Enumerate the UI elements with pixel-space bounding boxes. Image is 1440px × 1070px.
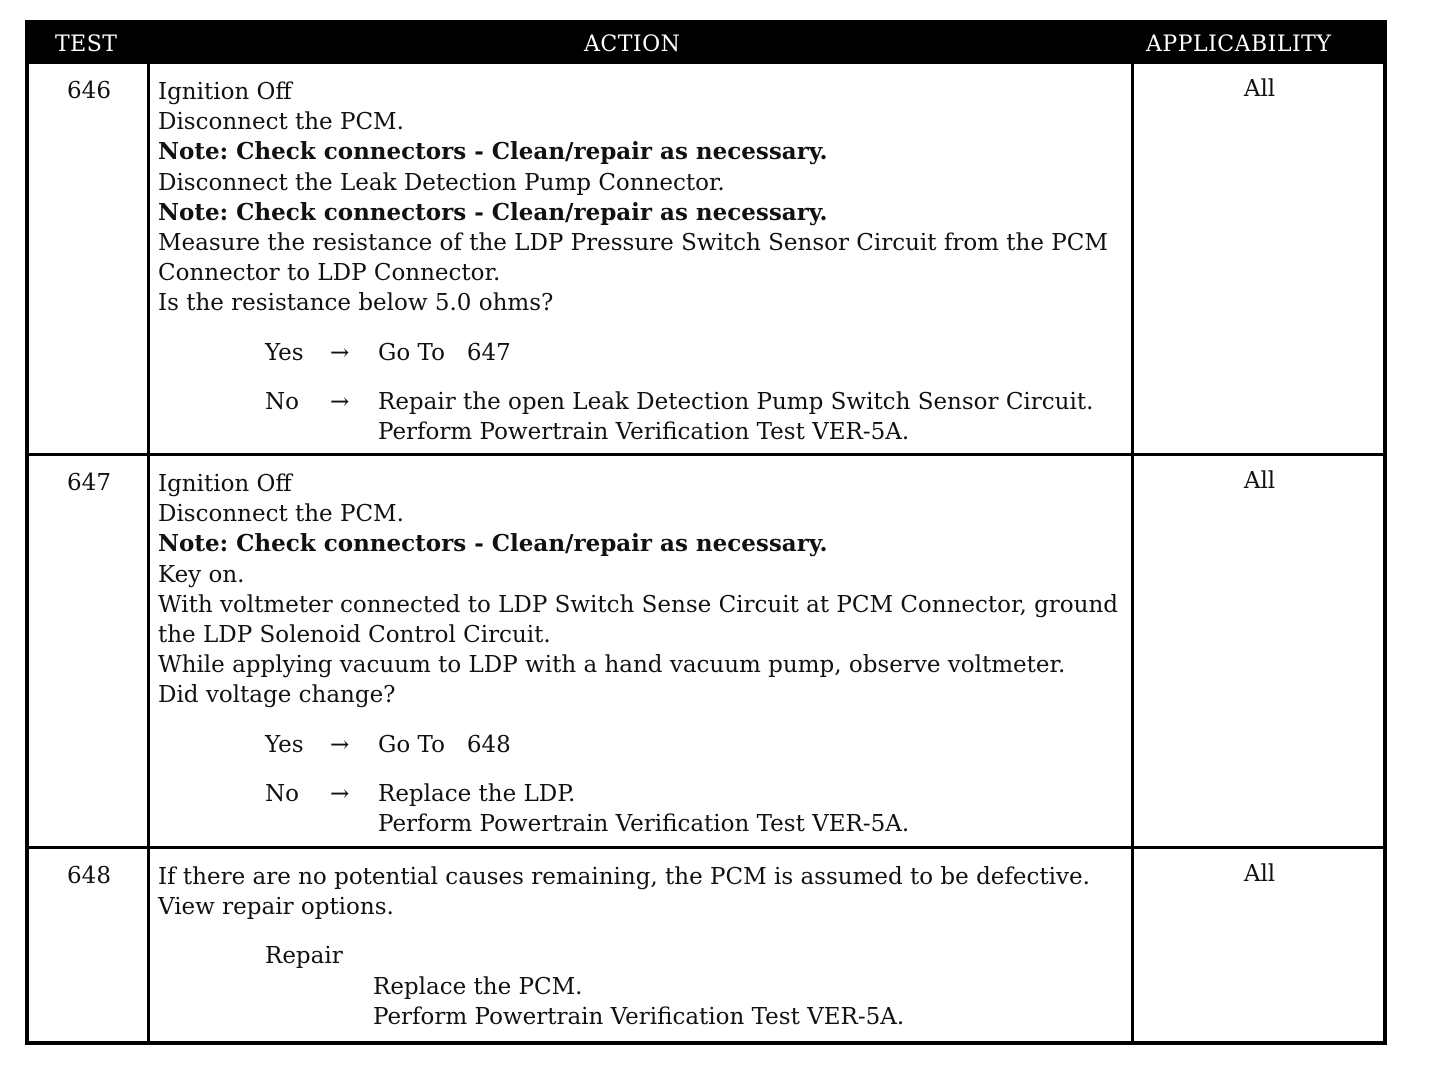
action-text <box>158 862 1138 1032</box>
diagnostic-table <box>25 20 1387 1045</box>
no-result-line-2: Perform Powertrain Verification Test VER-5A. <box>378 810 910 837</box>
action-line: While applying vacuum to LDP with a hand vacuum pump, observe voltmeter. <box>158 652 1066 679</box>
action-line: the LDP Solenoid Control Circuit. <box>158 622 551 649</box>
action-line: Disconnect the PCM. <box>158 501 404 528</box>
note-line: Note: Check connectors - Clean/repair as necessary. <box>158 530 828 558</box>
no-option <box>158 779 1138 809</box>
action-line: Ignition Off <box>158 471 292 497</box>
note-line: Note: Check connectors - Clean/repair as necessary. <box>158 138 828 166</box>
action-line: Did voltage change? <box>158 682 396 709</box>
action-line: If there are no potential causes remaining, the PCM is assumed to be defective. <box>158 864 1090 890</box>
no-option <box>158 387 1138 417</box>
repair-line: Perform Powertrain Verification Test VER-5A. <box>373 1003 905 1030</box>
arrow-icon: → <box>330 339 350 366</box>
note-line: Note: Check connectors - Clean/repair as necessary. <box>158 198 828 226</box>
action-line: Ignition Off <box>158 79 292 105</box>
yes-label: Yes <box>265 731 304 758</box>
action-text <box>158 469 1138 839</box>
arrow-icon: → <box>330 731 350 758</box>
action-line: Disconnect the Leak Detection Pump Connector. <box>158 169 725 196</box>
test-number: 648 <box>67 863 111 889</box>
yes-result: Go To 648 <box>378 731 511 758</box>
action-line: Key on. <box>158 561 245 588</box>
table-row <box>29 64 1383 453</box>
no-label: No <box>265 780 299 807</box>
action-line: Disconnect the PCM. <box>158 109 404 136</box>
arrow-icon: → <box>330 780 350 807</box>
arrow-icon: → <box>330 388 350 415</box>
repair-label: Repair <box>265 943 343 970</box>
action-line: Measure the resistance of the LDP Pressure Switch Sensor Circuit from the PCM <box>158 230 1108 257</box>
applicability-value: All <box>1243 76 1276 102</box>
action-line: Is the resistance below 5.0 ohms? <box>158 290 554 317</box>
yes-result: Go To 647 <box>378 339 511 366</box>
test-number: 647 <box>67 470 111 496</box>
yes-option <box>158 338 1138 368</box>
header-applicability: APPLICABILITY <box>1146 32 1332 57</box>
test-number: 646 <box>67 78 111 104</box>
repair-line: Replace the PCM. <box>373 973 583 1000</box>
table-row <box>29 456 1383 846</box>
no-result: Replace the LDP. <box>378 780 576 807</box>
header-test: TEST <box>55 32 118 57</box>
table-row <box>29 849 1383 1041</box>
yes-option <box>158 730 1138 760</box>
applicability-value: All <box>1243 861 1276 887</box>
action-line: View repair options. <box>158 894 394 921</box>
no-result-line-2: Perform Powertrain Verification Test VER-5A. <box>378 418 910 445</box>
table-header <box>29 24 1383 64</box>
action-text <box>158 77 1138 447</box>
applicability-value: All <box>1243 468 1276 494</box>
header-action: ACTION <box>584 32 681 57</box>
no-label: No <box>265 388 299 415</box>
action-line: With voltmeter connected to LDP Switch Sense Circuit at PCM Connector, ground <box>158 591 1118 618</box>
no-result: Repair the open Leak Detection Pump Switch Sensor Circuit. <box>378 388 1094 415</box>
action-line: Connector to LDP Connector. <box>158 260 501 287</box>
yes-label: Yes <box>265 339 304 366</box>
